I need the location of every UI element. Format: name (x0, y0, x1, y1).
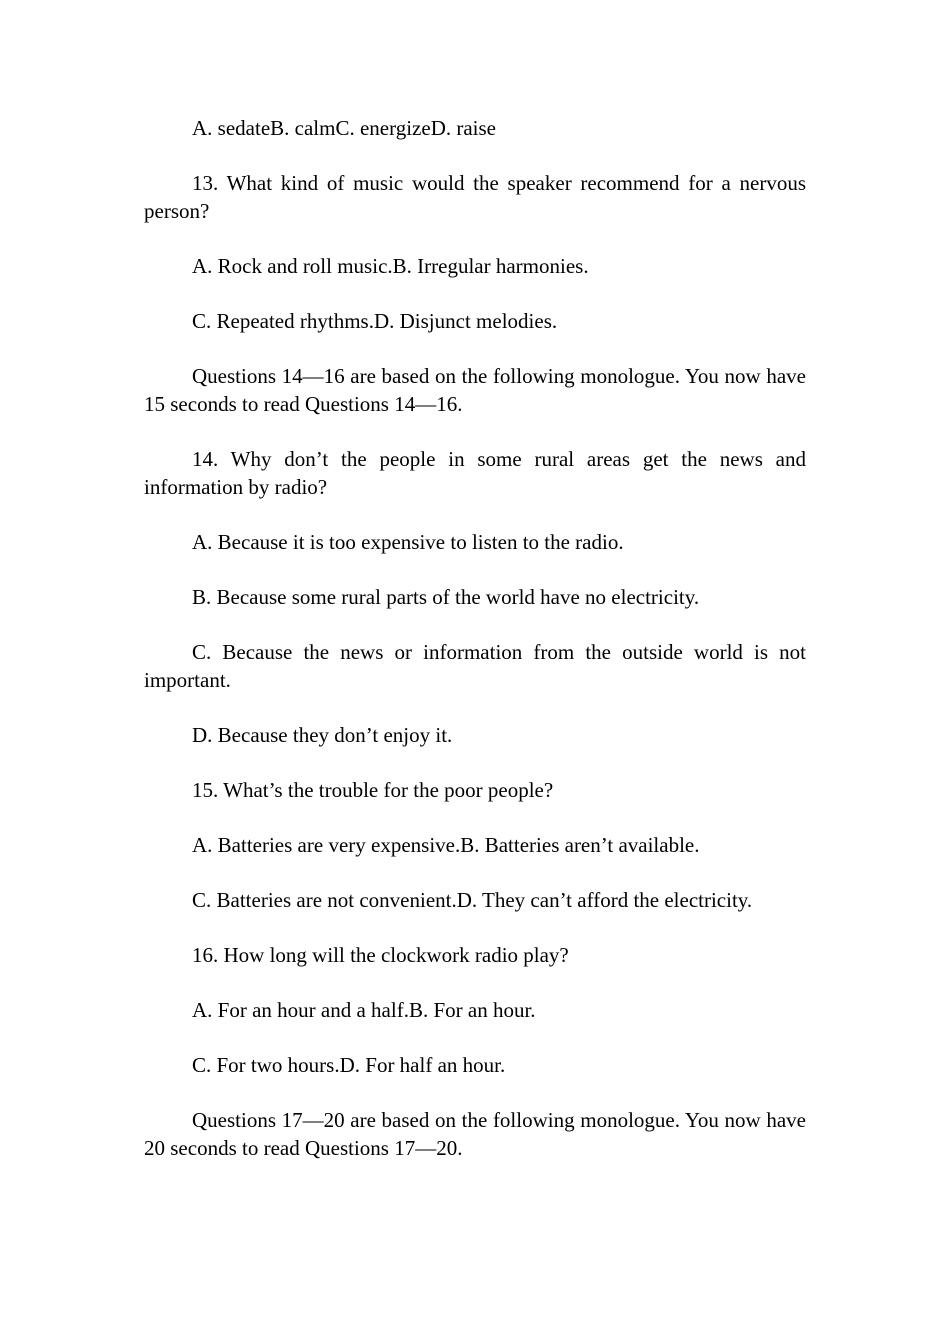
q15-question: 15. What’s the trouble for the poor people? (192, 778, 554, 802)
q14-option-c: C. Because the news or information from the outside world is not important. (144, 640, 806, 692)
section-14-16-instructions: Questions 14—16 are based on the following monologue. You now have 15 seconds to read Questions 14—16. (144, 364, 806, 416)
q15-options-cd: C. Batteries are not convenient.D. They can’t afford the electricity. (192, 888, 753, 912)
q16-options-ab: A. For an hour and a half.B. For an hour. (192, 998, 536, 1022)
section-17-20-instructions: Questions 17—20 are based on the following monologue. You now have 20 seconds to read Questions 17—20. (144, 1108, 806, 1160)
q13-question: 13. What kind of music would the speaker recommend for a nervous person? (144, 171, 806, 223)
q13-options-ab: A. Rock and roll music.B. Irregular harmonies. (192, 254, 589, 278)
q16-question: 16. How long will the clockwork radio play? (192, 943, 569, 967)
q15-options-ab: A. Batteries are very expensive.B. Batteries aren’t available. (192, 833, 700, 857)
document-page (144, 114, 806, 1189)
q14-option-d: D. Because they don’t enjoy it. (192, 723, 453, 747)
q14-question: 14. Why don’t the people in some rural areas get the news and information by radio? (144, 447, 806, 499)
q13-options-cd: C. Repeated rhythms.D. Disjunct melodies. (192, 309, 558, 333)
q14-option-a: A. Because it is too expensive to listen to the radio. (192, 530, 624, 554)
q14-option-b: B. Because some rural parts of the world have no electricity. (192, 585, 700, 609)
q12-options: A. sedateB. calmC. energizeD. raise (192, 116, 496, 140)
q16-options-cd: C. For two hours.D. For half an hour. (192, 1053, 506, 1077)
